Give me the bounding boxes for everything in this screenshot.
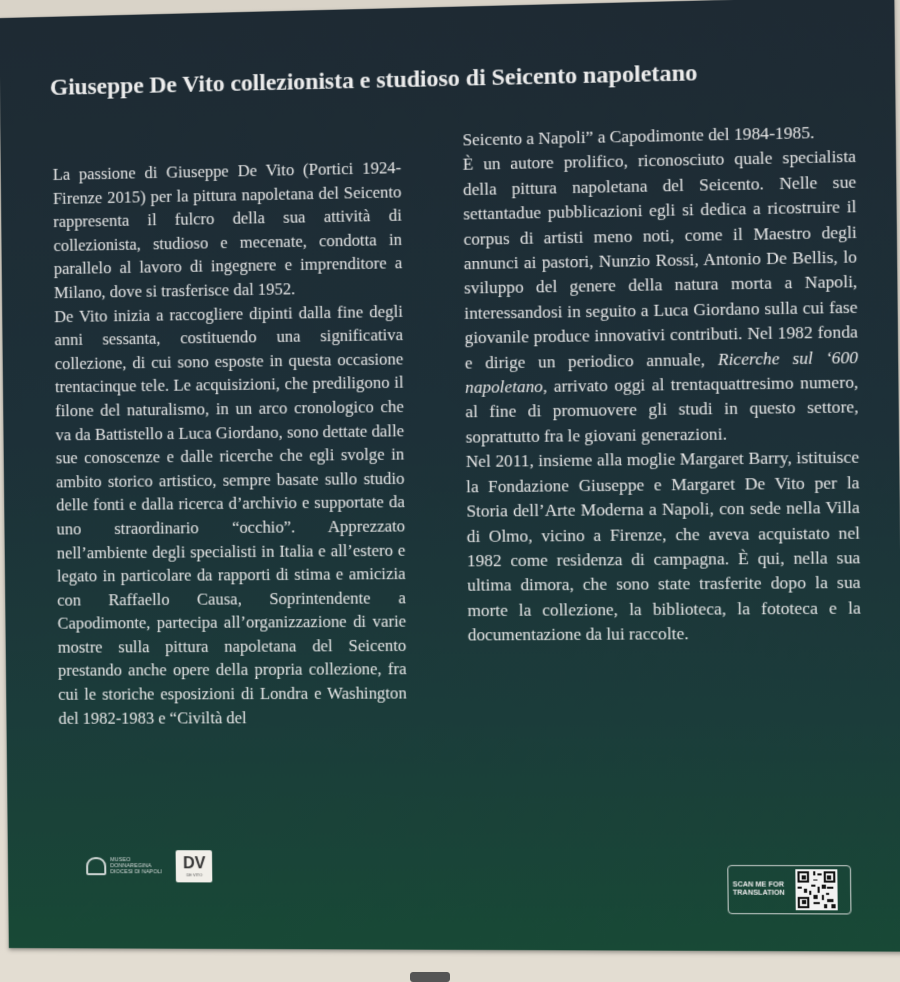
right-paragraph-1: Seicento a Napoli” a Capodimonte del 1984-1985. bbox=[462, 122, 815, 150]
scan-label: SCAN ME FOR TRANSLATION bbox=[732, 881, 785, 897]
left-paragraph-2: De Vito inizia a raccogliere dipinti dalla fine degli anni sessanta, costituendo una significativa collezione, di cui sono esposte in questa occasione trentacinque tele. Le acquisizioni, che prediligono il filone del naturalismo, in un arco cronologico che va da Battistello a Luca Giordano, sono dettate dalle sue conoscenze e dalle ricerche che egli svolge in ambito storico artistico, sempre basate sullo studio delle fonti e dalla ricerca d’archivio e supportate da uno straordinario “occhio”. Apprezzato nell’ambiente degli specialisti in Italia e all’estero e legato in particolare da rapporti di stima e amicizia con Raffaello Causa, Soprintendente a Capodimonte, partecipa all’organizzazione di varie mostre sulla pittura napoletana del Seicento prestando anche opere della propria collezione, fra cui le storiche esposizioni di Londra e Washington del 1982-1983 e “Civiltà del bbox=[54, 301, 407, 728]
de-vito-logo bbox=[176, 850, 213, 882]
floor-object bbox=[410, 972, 450, 982]
right-text-column bbox=[462, 120, 861, 648]
qr-code-icon[interactable] bbox=[795, 869, 837, 910]
periodical-title: Ricerche sul ‘600 napoletano bbox=[465, 347, 859, 398]
right-paragraph-2-text-b: , arrivato oggi al trentaquattresimo numero, al fine di promuovere gli studi in questo settore, soprattutto fra le giovani generazioni. bbox=[465, 372, 859, 447]
right-paragraph-2 bbox=[463, 145, 859, 450]
museo-donnaregina-logo bbox=[86, 857, 162, 875]
dv-subtitle: DE VITO bbox=[186, 871, 203, 877]
panel-title: Giuseppe De Vito collezionista e studioso di Seicento napoletano bbox=[49, 59, 698, 101]
logo-bar bbox=[86, 850, 213, 882]
museo-line-2: DONNAREGINA bbox=[110, 863, 152, 870]
left-paragraph-1: La passione di Giuseppe De Vito (Portici 1924-Firenze 2015) per la pittura napoletana del Seicento rappresenta il fulcro della sua attività di collezionista, studioso e mecenate, condotta in parallelo al lavoro di ingegnere e imprenditore a Milano, dove si trasferisce dal 1952. bbox=[52, 157, 403, 303]
museo-logo-text bbox=[110, 857, 162, 875]
right-paragraph-3: Nel 2011, insieme alla moglie Margaret Barry, istituisce la Fondazione Giuseppe e Margaret De Vito per la Storia dell’Arte Moderna a Napoli, con sede nella Villa di Olmo, vicino a Firenze, che aveva acquistato nel 1982 come residenza di campagna. È qui, nella sua ultima dimora, che sono state trasferite dopo la sua morte la collezione, la biblioteca, la fototeca e la documentazione da lui raccolte. bbox=[465, 447, 861, 645]
dv-mark: DV bbox=[182, 854, 206, 872]
museo-line-3: DIOCESI DI NAPOLI bbox=[110, 869, 163, 876]
right-paragraph-2-text-a: È un autore prolifico, riconosciuto quale specialista della pittura napoletana del Seicento. Nelle sue settantadue pubblicazioni egli si dedica a ricostruire il corpus di artisti meno noti, come il Maestro degli annunci ai pastori, Nunzio Rossi, Antonio De Bellis, lo sviluppo del genere della natura morta a Napoli, interessandosi in seguito a Luca Giordano sulla cui fase giovanile produce innovativi contributi. Nel 1982 fonda e dirige un periodico annuale, bbox=[462, 146, 858, 373]
museo-arch-icon bbox=[86, 857, 106, 875]
left-text-column bbox=[53, 156, 408, 730]
museo-line-1: MUSEO bbox=[110, 857, 131, 864]
scan-translation-box bbox=[727, 865, 851, 914]
